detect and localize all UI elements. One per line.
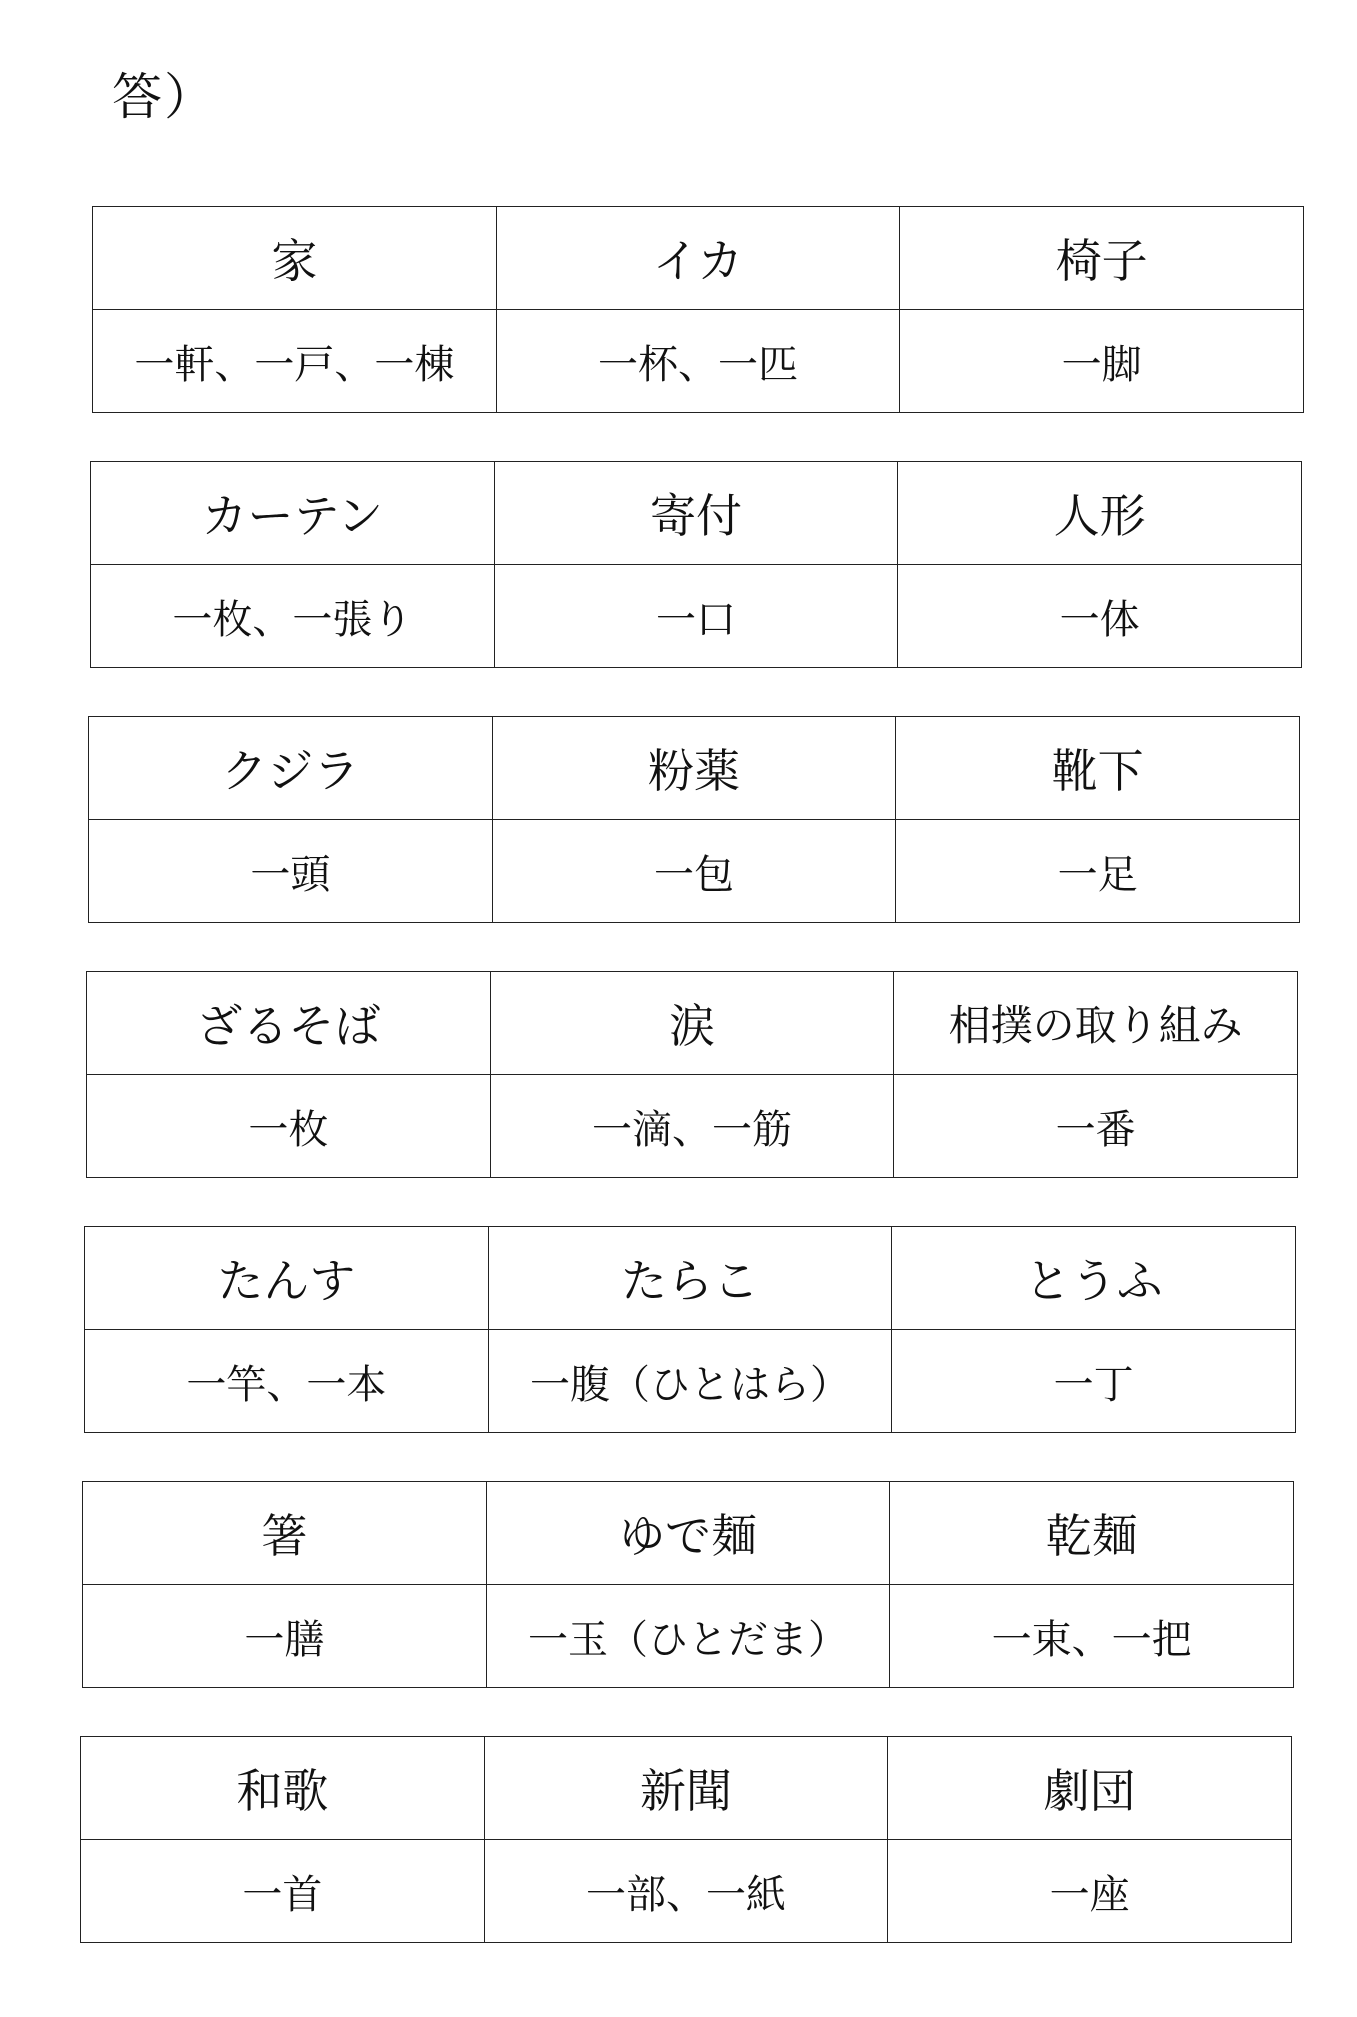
item-counter: 一竿、一本 xyxy=(85,1330,489,1433)
item-counter: 一体 xyxy=(898,565,1302,668)
item-row xyxy=(89,717,1300,820)
counter-table-2 xyxy=(90,461,1302,668)
counter-row xyxy=(83,1585,1294,1688)
item-row xyxy=(83,1482,1294,1585)
item-name: とうふ xyxy=(892,1227,1296,1330)
counter-table-6 xyxy=(82,1481,1294,1688)
counter-row xyxy=(91,565,1302,668)
item-counter: 一番 xyxy=(894,1075,1298,1178)
item-name: 涙 xyxy=(490,972,894,1075)
item-counter: 一腹（ひとはら） xyxy=(488,1330,892,1433)
item-name: 寄付 xyxy=(494,462,898,565)
item-counter: 一軒、一戸、一棟 xyxy=(93,310,497,413)
counter-row xyxy=(87,1075,1298,1178)
counter-row xyxy=(89,820,1300,923)
item-row xyxy=(93,207,1304,310)
item-name: 劇団 xyxy=(888,1737,1292,1840)
item-counter: 一膳 xyxy=(83,1585,487,1688)
item-row xyxy=(87,972,1298,1075)
item-counter: 一座 xyxy=(888,1840,1292,1943)
item-row xyxy=(91,462,1302,565)
item-counter: 一足 xyxy=(896,820,1300,923)
item-name: 新聞 xyxy=(484,1737,888,1840)
counter-table-5 xyxy=(84,1226,1296,1433)
item-counter: 一部、一紙 xyxy=(484,1840,888,1943)
item-name: クジラ xyxy=(89,717,493,820)
item-name: カーテン xyxy=(91,462,495,565)
item-name: 家 xyxy=(93,207,497,310)
item-name: 和歌 xyxy=(81,1737,485,1840)
counter-table-3 xyxy=(88,716,1300,923)
item-counter: 一枚、一張り xyxy=(91,565,495,668)
item-name: ざるそば xyxy=(87,972,491,1075)
item-counter: 一束、一把 xyxy=(890,1585,1294,1688)
item-name: 椅子 xyxy=(900,207,1304,310)
item-name: イカ xyxy=(496,207,900,310)
counter-table-1 xyxy=(92,206,1304,413)
item-counter: 一滴、一筋 xyxy=(490,1075,894,1178)
counter-row xyxy=(81,1840,1292,1943)
item-name: 箸 xyxy=(83,1482,487,1585)
counter-row xyxy=(93,310,1304,413)
item-name: 靴下 xyxy=(896,717,1300,820)
item-name: ゆで麺 xyxy=(486,1482,890,1585)
item-row xyxy=(81,1737,1292,1840)
item-counter: 一口 xyxy=(494,565,898,668)
item-counter: 一枚 xyxy=(87,1075,491,1178)
counter-table-7 xyxy=(80,1736,1292,1943)
item-name: 粉薬 xyxy=(492,717,896,820)
item-name: たらこ xyxy=(488,1227,892,1330)
item-name: 相撲の取り組み xyxy=(894,972,1298,1075)
item-name: 人形 xyxy=(898,462,1302,565)
item-name: 乾麺 xyxy=(890,1482,1294,1585)
item-counter: 一杯、一匹 xyxy=(496,310,900,413)
item-row xyxy=(85,1227,1296,1330)
item-counter: 一脚 xyxy=(900,310,1304,413)
counter-row xyxy=(85,1330,1296,1433)
item-name: たんす xyxy=(85,1227,489,1330)
item-counter: 一玉（ひとだま） xyxy=(486,1585,890,1688)
item-counter: 一包 xyxy=(492,820,896,923)
answer-heading: 答） xyxy=(112,68,216,126)
item-counter: 一頭 xyxy=(89,820,493,923)
item-counter: 一首 xyxy=(81,1840,485,1943)
item-counter: 一丁 xyxy=(892,1330,1296,1433)
counter-table-4 xyxy=(86,971,1298,1178)
